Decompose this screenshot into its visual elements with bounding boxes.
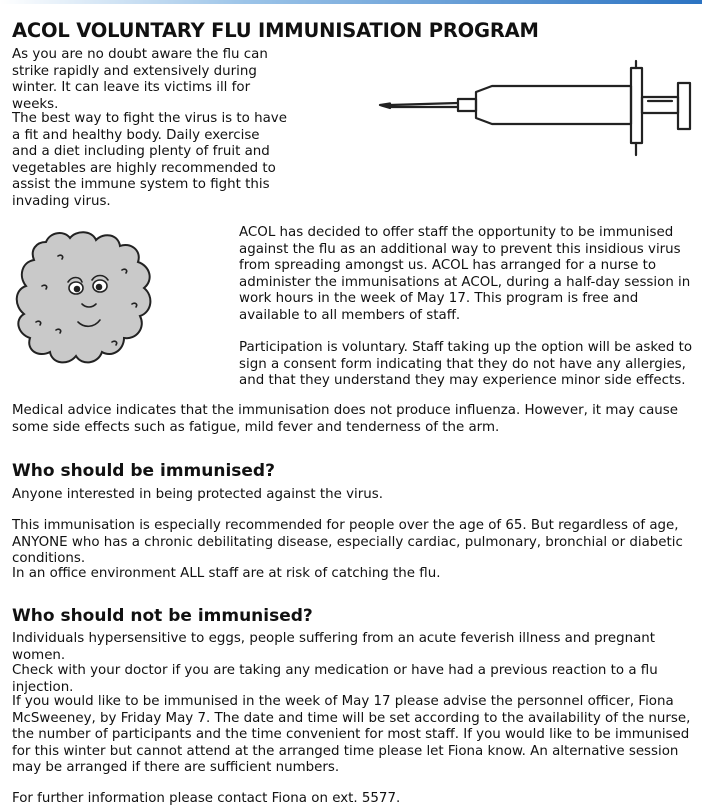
who-should-not-heading: Who should not be immunised? [12,606,313,626]
offer-paragraph-1: ACOL has decided to offer staff the opportunity to be immunised against the flu as an additional way to prevent this insidious virus from spreading amongst us. ACOL has arranged for a nurse to administer the immunisations at ACOL, during a half-day session in work hours in the week of May 17. This program is free and available to all members of staff. [239,225,691,323]
intro-paragraph-2: The best way to fight the virus is to have a fit and healthy body. Daily exercise and a diet including plenty of fruit and vegetables are highly recommended to assist the immune system to fight this invading virus. [12,111,287,209]
top-rule [0,0,702,4]
contact-paragraph: For further information please contact Fiona on ext. 5577. [12,791,401,806]
who-should-heading: Who should be immunised? [12,461,275,481]
document-title: ACOL VOLUNTARY FLU IMMUNISATION PROGRAM [12,19,539,42]
virus-icon [12,226,157,369]
who-should-paragraph-1: Anyone interested in being protected against the virus. [12,487,383,502]
who-should-paragraph-3: In an office environment ALL staff are at risk of catching the flu. [12,566,441,581]
medical-advice-paragraph: Medical advice indicates that the immunisation does not produce influenza. However, it may cause some side effects such as fatigue, mild fever and tenderness of the arm. [12,403,679,435]
who-should-not-paragraph-2: Check with your doctor if you are taking any medication or have had a previous reaction to a flu injection. [12,663,658,695]
syringe-icon [376,55,698,165]
offer-paragraph-2: Participation is voluntary. Staff taking up the option will be asked to sign a consent form indicating that they do not have any allergies, and that they understand they may experience minor side effects. [239,340,693,388]
intro-paragraph-1: As you are no doubt aware the flu can strike rapidly and extensively during winter. It can leave its victims ill for weeks. [12,47,268,112]
who-should-paragraph-2: This immunisation is especially recommended for people over the age of 65. But regardless of age, ANYONE who has a chronic debilitating disease, especially cardiac, pulmonary, bronchial or diabetic conditions. [12,518,683,566]
who-should-not-paragraph-1: Individuals hypersensitive to eggs, people suffering from an acute feverish illness and pregnant women. [12,631,656,663]
registration-paragraph: If you would like to be immunised in the week of May 17 please advise the personnel officer, Fiona McSweeney, by Friday May 7. The date and time will be set according to the availability of the nurse, the number of participants and the time convenient for most staff. If you would like to be immunised for this winter but cannot attend at the arranged time please let Fiona know. An alternative session may be arranged if there are sufficient numbers. [12,694,691,775]
